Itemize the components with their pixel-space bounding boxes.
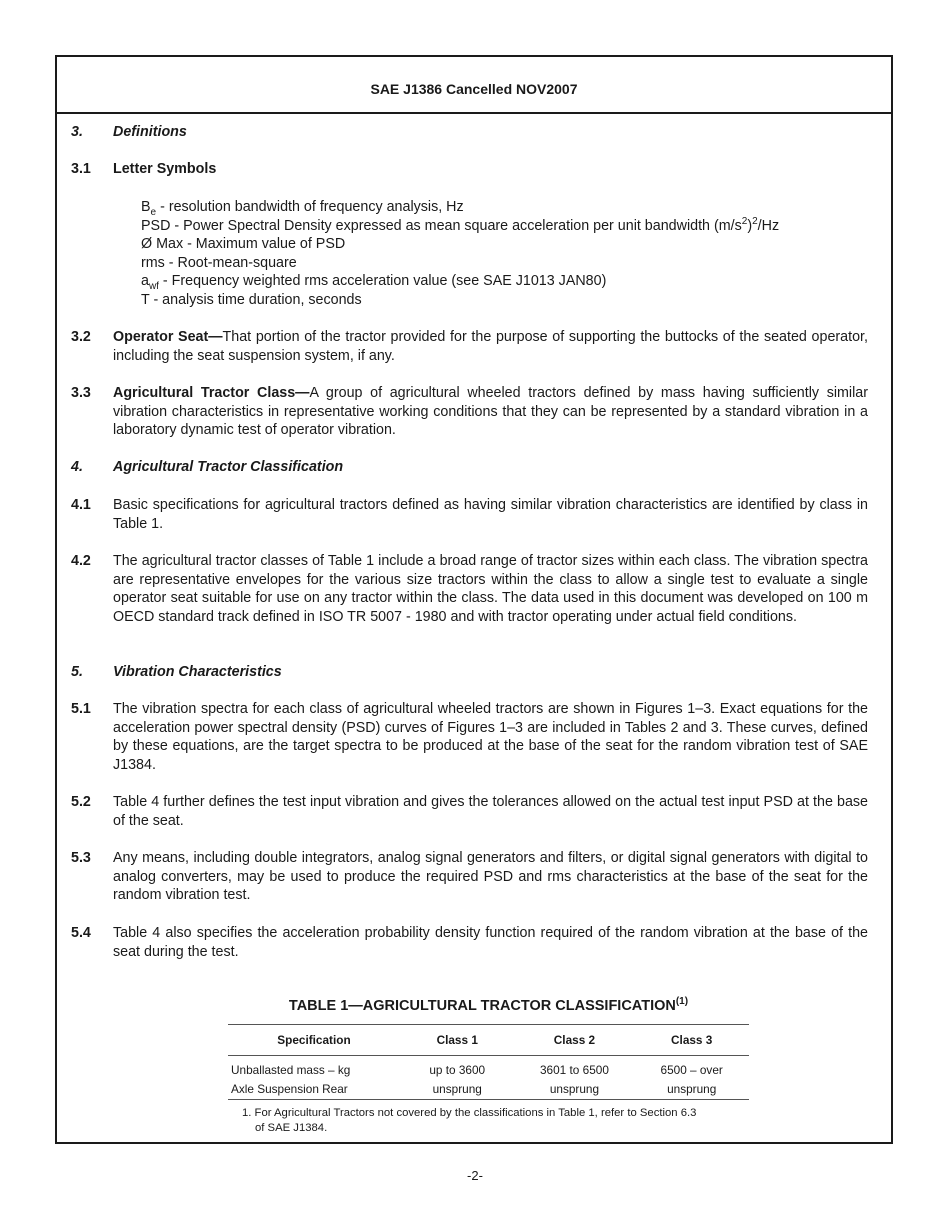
col-header-class-2: Class 2 (515, 1024, 635, 1056)
table-1 (228, 997, 749, 1136)
section-5-3: 5.3 Any means, including double integrators, analog signal generators and filters, or digital signal generators with digital to analog converters, may be used to produce the required PSD and rms characteristics at the base of the seat for the random vibration test. (71, 850, 868, 904)
table-row: Axle Suspension Rear unsprung unsprung unsprung (228, 1080, 749, 1100)
section-3-3: 3.3 Agricultural Tractor Class—A group of agricultural wheeled tractors defined by mass having sufficiently similar vibration characteristics in representative working conditions that they can be represented by a standard vibration in a laboratory dynamic test of operator vibration. (71, 385, 868, 439)
symbol-t: T - analysis time duration, seconds (141, 291, 362, 308)
symbol-awf: $a_{wf}$ - Frequency weighted rms acceleration value (see SAE J1013 JAN80) (141, 273, 607, 293)
symbol-rms: rms - Root-mean-square (141, 254, 297, 271)
document-header: SAE J1386 Cancelled NOV2007 (57, 57, 891, 114)
section-3-1-heading: 3.1 Letter Symbols (71, 161, 217, 177)
section-4-1: 4.1 Basic specifications for agricultural tractors defined as having similar vibration characteristics are identified by class in Table 1. (71, 497, 868, 532)
col-header-class-1: Class 1 (400, 1024, 515, 1056)
col-header-specification: Specification (228, 1024, 400, 1056)
col-header-class-3: Class 3 (634, 1024, 749, 1056)
symbol-be: $B_e$ - resolution bandwidth of frequency analysis, Hz (141, 199, 464, 218)
section-5-4: 5.4 Table 4 also specifies the acceleration probability density function required of the random vibration at the base of the seat during the test. (71, 925, 868, 960)
section-3-heading: 3. Definitions (71, 124, 187, 140)
section-3-2: 3.2 Operator Seat—That portion of the tractor provided for the purpose of supporting the buttocks of the seated operator, including the seat suspension system, if any. (71, 329, 868, 364)
section-5-heading: 5. Vibration Characteristics (71, 664, 282, 680)
table-row: Unballasted mass – kg up to 3600 3601 to 6500 6500 – over (231, 1063, 723, 1078)
symbol-psd: PSD - Power Spectral Density expressed as mean square acceleration per unit bandwidth $(m/s^2)^2/Hz$ (141, 215, 780, 234)
letter-symbols-list (141, 198, 779, 310)
page-number: -2- (467, 1168, 483, 1183)
table-footnote: 1. For Agricultural Tractors not covered by the classifications in Table 1, refer to Section 6.3 of SAE J1384. (242, 1107, 697, 1135)
classification-table (228, 1024, 749, 1101)
table-1-caption: TABLE 1—AGRICULTURAL TRACTOR CLASSIFICATION$^{(1)}$ (288, 996, 689, 1014)
section-5-2: 5.2 Table 4 further defines the test input vibration and gives the tolerances allowed on the actual test input PSD at the base of the seat. (71, 794, 868, 829)
table-header-row (228, 1024, 749, 1056)
page-frame (55, 55, 893, 1144)
section-4-2: 4.2 The agricultural tractor classes of Table 1 include a broad range of tractor sizes within each class. The vibration spectra are representative envelopes for the various size tractors within the class to allow a single test to evaluate a single operator seat suitable for use on any tractor within the class. The data used in this document was developed on 100 m OECD standard track defined in ISO TR 5007 - 1980 and with tractor operating under actual field conditions. (71, 553, 868, 625)
symbol-max: Ø Max - Maximum value of PSD (141, 236, 346, 253)
section-5-1: 5.1 The vibration spectra for each class of agricultural wheeled tractors are shown in Figures 1–3. Exact equations for the acceleration power spectral density (PSD) curves of Figures 1–3 are included in Tables 2 and 3. These curves, defined by these equations, are the target spectra to be produced at the base of the seat for the random vibration test of SAE J1384. (71, 701, 868, 773)
section-4-heading: 4. Agricultural Tractor Classification (71, 459, 344, 475)
